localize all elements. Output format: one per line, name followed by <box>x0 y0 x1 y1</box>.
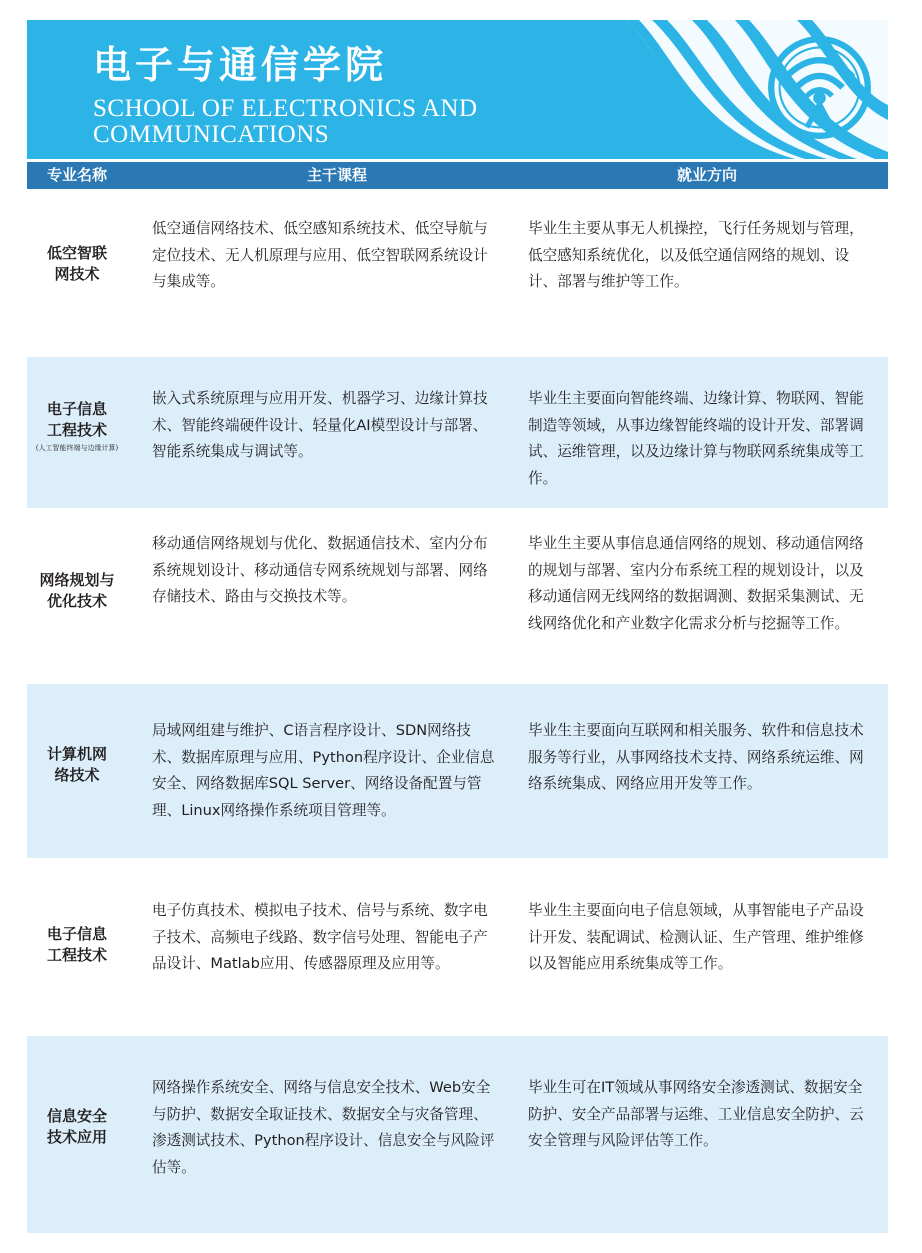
career-direction: 毕业生主要从事信息通信网络的规划、移动通信网络的规划与部署、室内分布系统工程的规划设计，以及移动通信网无线网络的数据调测、数据采集测试、无线网络优化和产业数字化需求分析与挖掘等工作。 <box>528 535 864 632</box>
course-list: 移动通信网络规划与优化、数据通信技术、室内分布系统规划设计、移动通信专网系统规划与部署、网络存储技术、路由与交换技术等。 <box>152 535 488 605</box>
page-subtitle: SCHOOL OF ELECTRONICS AND COMMUNICATIONS <box>93 95 478 148</box>
table-row <box>27 862 888 1032</box>
table-row <box>27 684 888 858</box>
major-name: 电子信息工程技术 <box>46 925 107 964</box>
table-header <box>27 162 888 189</box>
column-header-major: 专业名称 <box>46 166 107 184</box>
career-direction: 毕业生主要面向互联网和相关服务、软件和信息技术服务等行业，从事网络技术支持、网络系统运维、网络系统集成、网络应用开发等工作。 <box>528 722 864 792</box>
table-row <box>27 197 888 354</box>
table-row <box>27 510 888 680</box>
career-direction: 毕业生主要面向智能终端、边缘计算、物联网、智能制造等领域，从事边缘智能终端的设计开发、部署调试、运维管理，以及边缘计算与物联网系统集成等工作。 <box>528 390 864 487</box>
course-list: 低空通信网络技术、低空感知系统技术、低空导航与定位技术、无人机原理与应用、低空智联网系统设计与集成等。 <box>152 220 488 290</box>
column-header-career: 就业方向 <box>676 166 737 184</box>
table-row <box>27 1036 888 1233</box>
page-title: 电子与通信学院 <box>93 42 388 87</box>
career-direction: 毕业生主要从事无人机操控，飞行任务规划与管理，低空感知系统优化，以及低空通信网络的规划、设计、部署与维护等工作。 <box>528 220 864 290</box>
major-name: 计算机网络技术 <box>46 745 107 784</box>
career-direction: 毕业生主要面向电子信息领域，从事智能电子产品设计开发、装配调试、检测认证、生产管理、维护维修以及智能应用系统集成等工作。 <box>528 902 864 972</box>
course-list: 嵌入式系统原理与应用开发、机器学习、边缘计算技术、智能终端硬件设计、轻量化AI模型设计与部署、智能系统集成与调试等。 <box>152 390 488 460</box>
course-list: 电子仿真技术、模拟电子技术、信号与系统、数字电子技术、高频电子线路、数字信号处理、智能电子产品设计、Matlab应用、传感器原理及应用等。 <box>152 902 488 972</box>
header-banner <box>27 20 888 159</box>
school-emblem-icon <box>767 35 872 140</box>
major-name: 网络规划与优化技术 <box>39 571 115 610</box>
table-row <box>27 357 888 508</box>
major-name: 信息安全技术应用 <box>46 1107 107 1146</box>
course-list: 网络操作系统安全、网络与信息安全技术、Web安全与防护、数据安全取证技术、数据安全与灾备管理、渗透测试技术、Python程序设计、信息安全与风险评估等。 <box>152 1079 495 1176</box>
career-direction: 毕业生可在IT领域从事网络安全渗透测试、数据安全防护、安全产品部署与运维、工业信息安全防护、云安全管理与风险评估等工作。 <box>528 1079 864 1149</box>
column-header-courses: 主干课程 <box>306 166 367 184</box>
major-name: 低空智联网技术 <box>46 244 107 283</box>
major-name: 电子信息工程技术 (人工智能终端与边缘计算) <box>27 399 127 453</box>
course-list: 局域网组建与维护、C语言程序设计、SDN网络技术、数据库原理与应用、Python程序设计、企业信息安全、网络数据库SQL Server、网络设备配置与管理、Linux网络操作系统项目管理等。 <box>152 722 495 819</box>
major-subtitle: (人工智能终端与边缘计算) <box>35 444 119 452</box>
